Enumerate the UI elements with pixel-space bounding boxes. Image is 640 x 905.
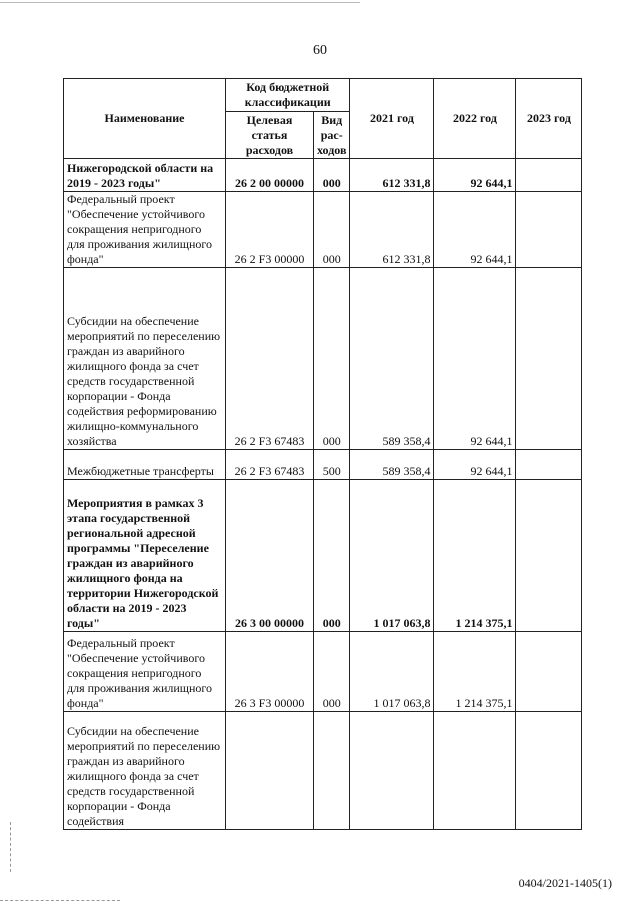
row-2021-cell: 1 017 063,8 (350, 480, 434, 632)
row-2021-cell (350, 712, 434, 830)
row-kind-cell: 000 (314, 268, 350, 450)
row-2022-cell: 1 214 375,1 (434, 632, 516, 712)
row-2022-cell: 92 644,1 (434, 159, 516, 192)
row-name-cell: Федеральный проект "Обеспечение устойчивого сокращения непригодного для проживания жилищного фонда" (64, 632, 226, 712)
row-kind-cell: 000 (314, 632, 350, 712)
row-2021-cell: 589 358,4 (350, 268, 434, 450)
row-2022-cell: 92 644,1 (434, 268, 516, 450)
row-kind-cell: 500 (314, 450, 350, 480)
row-2023-cell (516, 268, 582, 450)
row-2022-cell (434, 712, 516, 830)
row-kind-cell: 000 (314, 192, 350, 268)
row-name-cell: Межбюджетные трансферты (64, 450, 226, 480)
bottom-scan-rule (0, 900, 120, 901)
row-2023-cell (516, 712, 582, 830)
row-name-cell: Субсидии на обеспечение мероприятий по переселению граждан из аварийного жилищного фонда за счет средств государственной корпорации - Фонда содействия реформированию жилищно-коммунального хозяйства (64, 268, 226, 450)
table-row (64, 480, 582, 632)
table-row (64, 268, 582, 450)
row-kind-cell (314, 712, 350, 830)
table-body (64, 159, 582, 830)
page-number: 60 (313, 43, 327, 58)
row-name-cell: Нижегородской области на 2019 - 2023 годы" (64, 159, 226, 192)
header-target-article: Целевая статья расходов (226, 112, 314, 159)
row-name-cell: Мероприятия в рамках 3 этапа государственной региональной адресной программы "Переселение граждан из аварийного жилищного фонда на территории Нижегородской области на 2019 - 2023 годы" (64, 480, 226, 632)
row-2022-cell: 92 644,1 (434, 450, 516, 480)
top-scan-rule (0, 2, 360, 3)
header-expense-kind: Вид рас-ходов (314, 112, 350, 159)
row-target-cell: 26 2 F3 67483 (226, 268, 314, 450)
row-target-cell: 26 2 F3 00000 (226, 192, 314, 268)
footer-document-code: 0404/2021-1405(1) (518, 876, 612, 890)
row-name-cell: Субсидии на обеспечение мероприятий по переселению граждан из аварийного жилищного фонда за счет средств государственной корпорации - Фонда содействия (64, 712, 226, 830)
header-2021: 2021 год (350, 79, 434, 159)
row-2022-cell: 1 214 375,1 (434, 480, 516, 632)
row-2023-cell (516, 159, 582, 192)
row-kind-cell: 000 (314, 159, 350, 192)
row-2021-cell: 612 331,8 (350, 192, 434, 268)
table-row (64, 159, 582, 192)
row-target-cell (226, 712, 314, 830)
row-2022-cell: 92 644,1 (434, 192, 516, 268)
table-row (64, 632, 582, 712)
header-2022: 2022 год (434, 79, 516, 159)
row-2021-cell: 1 017 063,8 (350, 632, 434, 712)
table-row (64, 712, 582, 830)
row-2023-cell (516, 480, 582, 632)
row-target-cell: 26 3 F3 00000 (226, 632, 314, 712)
row-2023-cell (516, 192, 582, 268)
row-target-cell: 26 3 00 00000 (226, 480, 314, 632)
row-target-cell: 26 2 00 00000 (226, 159, 314, 192)
table-row (64, 192, 582, 268)
row-2023-cell (516, 632, 582, 712)
header-kbk: Код бюджетной классификации (226, 79, 350, 112)
row-2021-cell: 589 358,4 (350, 450, 434, 480)
table-row (64, 450, 582, 480)
row-kind-cell: 000 (314, 480, 350, 632)
row-name-cell: Федеральный проект "Обеспечение устойчивого сокращения непригодного для проживания жилищного фонда" (64, 192, 226, 268)
header-name: Наименование (64, 79, 226, 159)
header-2023: 2023 год (516, 79, 582, 159)
scan-margin-mark (10, 822, 11, 872)
row-2021-cell: 612 331,8 (350, 159, 434, 192)
budget-table (63, 78, 582, 830)
row-2023-cell (516, 450, 582, 480)
row-target-cell: 26 2 F3 67483 (226, 450, 314, 480)
